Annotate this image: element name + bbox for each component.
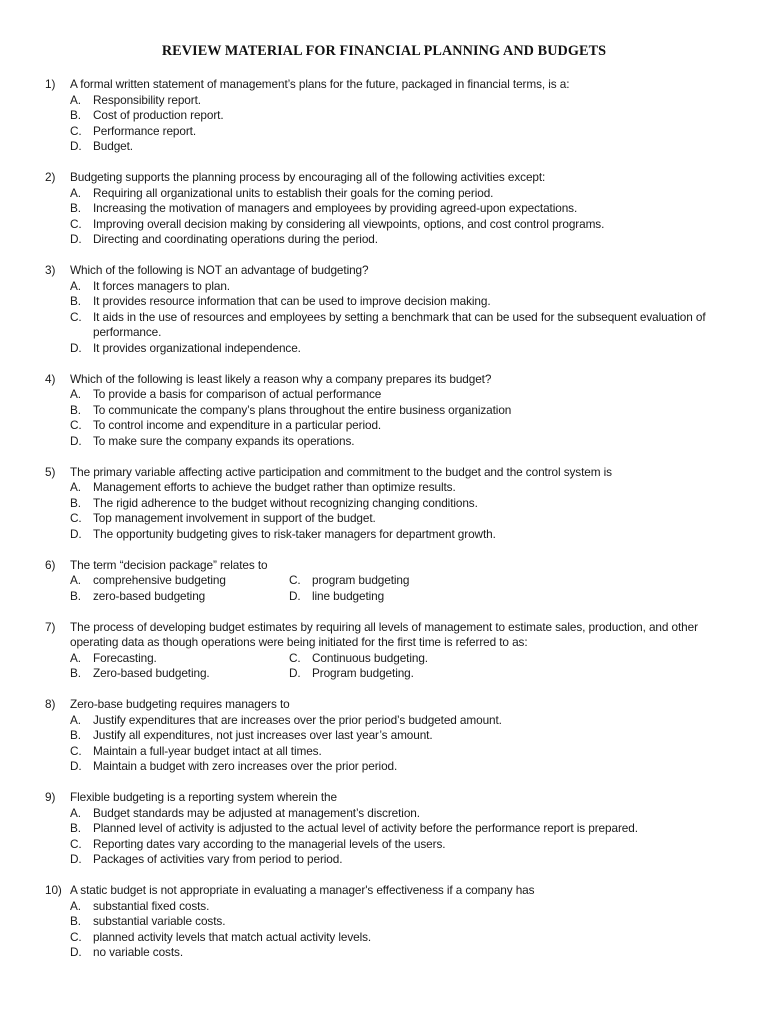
option-letter: B. (70, 821, 81, 835)
option-text: Improving overall decision making by considering all viewpoints, options, and cost control programs. (93, 216, 605, 231)
question-6 (45, 558, 735, 605)
option-text: Continuous budgeting. (312, 650, 428, 665)
question-stem: The term “decision package” relates to (70, 557, 268, 572)
option-c (45, 511, 735, 527)
option-letter: A. (70, 650, 81, 665)
option-d (45, 759, 735, 775)
option-c (45, 217, 735, 233)
option-letter: D. (70, 340, 82, 355)
option-letter: C. (70, 929, 82, 944)
question-1 (45, 77, 735, 155)
option-a (45, 93, 735, 109)
option-text: comprehensive budgeting (93, 573, 226, 587)
option-b (45, 666, 289, 682)
option-letter: D. (70, 232, 82, 246)
option-b (45, 728, 735, 744)
option-text: To provide a basis for comparison of actual performance (93, 387, 382, 401)
option-letter: B. (70, 108, 81, 122)
question-stem: Which of the following is NOT an advantage of budgeting? (70, 263, 369, 277)
option-letter: D. (289, 588, 301, 603)
option-letter: B. (70, 588, 81, 603)
option-letter: A. (70, 92, 81, 107)
option-b (45, 201, 735, 217)
option-text: Cost of production report. (93, 108, 224, 122)
option-c (45, 310, 735, 341)
question-number: 3) (45, 263, 56, 277)
question-number: 10) (45, 883, 62, 897)
option-d (45, 852, 735, 868)
question-7 (45, 620, 735, 682)
option-letter: A. (70, 805, 81, 820)
question-stem: Zero-base budgeting requires managers to (70, 697, 290, 711)
option-d (289, 589, 689, 605)
option-text: The rigid adherence to the budget without recognizing changing conditions. (93, 495, 478, 510)
option-text: It provides resource information that can be used to improve decision making. (93, 294, 491, 308)
option-b (45, 108, 735, 124)
page-title: REVIEW MATERIAL FOR FINANCIAL PLANNING AND BUDGETS (161, 43, 607, 59)
option-a (45, 387, 735, 403)
option-c (289, 573, 689, 589)
option-text: no variable costs. (93, 945, 184, 959)
option-text: The opportunity budgeting gives to risk-taker managers for department growth. (93, 526, 496, 541)
question-number: 9) (45, 790, 56, 804)
question-stem: Budgeting supports the planning process by encouraging all of the following activities except: (70, 170, 546, 184)
question-5 (45, 465, 735, 543)
option-letter: A. (70, 573, 81, 587)
option-text: Budget standards may be adjusted at management’s discretion. (93, 805, 420, 820)
option-letter: B. (70, 294, 81, 308)
question-number: 5) (45, 464, 56, 479)
option-text: Forecasting. (93, 650, 157, 665)
option-a (45, 279, 735, 295)
option-b (45, 589, 289, 605)
question-8 (45, 697, 735, 775)
question-number: 8) (45, 697, 56, 711)
option-letter: A. (70, 278, 81, 293)
option-letter: D. (70, 945, 82, 959)
option-text: program budgeting (312, 573, 410, 587)
option-letter: C. (70, 743, 82, 758)
option-letter: C. (289, 650, 301, 665)
option-text: Program budgeting. (312, 666, 414, 680)
option-letter: C. (70, 216, 82, 231)
question-stem: The primary variable affecting active participation and commitment to the budget and the control system is (70, 464, 612, 479)
option-d (45, 945, 735, 961)
option-letter: A. (70, 480, 81, 494)
option-letter: A. (70, 898, 81, 913)
question-stem: Flexible budgeting is a reporting system wherein the (70, 790, 337, 804)
question-list (45, 77, 735, 976)
option-text: Maintain a full-year budget intact at all times. (93, 743, 322, 758)
option-text: Management efforts to achieve the budget rather than optimize results. (93, 480, 456, 494)
option-text: Packages of activities vary from period to period. (93, 852, 343, 866)
option-letter: D. (70, 139, 82, 153)
option-a (45, 899, 735, 915)
option-d (289, 666, 689, 682)
option-letter: B. (70, 914, 81, 928)
option-text: Requiring all organizational units to establish their goals for the coming period. (93, 185, 494, 200)
option-letter: C. (70, 836, 82, 851)
question-number: 2) (45, 170, 56, 184)
question-4 (45, 372, 735, 450)
question-number: 4) (45, 371, 56, 386)
option-c (45, 837, 735, 853)
option-text: line budgeting (312, 588, 385, 603)
option-letter: D. (289, 666, 301, 680)
option-b (45, 403, 735, 419)
option-d (45, 341, 735, 357)
option-text: Top management involvement in support of the budget. (93, 511, 376, 525)
option-text: Increasing the motivation of managers and employees by providing agreed-upon expectations. (93, 201, 578, 215)
option-a (45, 651, 289, 667)
option-letter: B. (70, 666, 81, 680)
question-stem: The process of developing budget estimates by requiring all levels of management to estimate sales, production, and other operating data as though operations were being initiated for the first time is referred to as: (70, 619, 698, 649)
option-text: Budget. (93, 139, 133, 153)
option-d (45, 139, 735, 155)
options-grid (45, 573, 735, 604)
option-text: planned activity levels that match actual activity levels. (93, 929, 372, 944)
option-letter: B. (70, 201, 81, 215)
question-stem: A formal written statement of management’s plans for the future, packaged in financial terms, is a: (70, 77, 570, 91)
question-9 (45, 790, 735, 868)
option-b (45, 821, 735, 837)
option-text: Planned level of activity is adjusted to the actual level of activity before the performance report is prepared. (93, 821, 638, 835)
option-d (45, 527, 735, 543)
question-number: 1) (45, 77, 56, 91)
option-letter: A. (70, 185, 81, 200)
option-letter: B. (70, 728, 81, 742)
option-letter: D. (70, 526, 82, 541)
option-text: To make sure the company expands its operations. (93, 433, 355, 448)
option-text: substantial fixed costs. (93, 898, 210, 913)
option-letter: D. (70, 852, 82, 866)
option-text: Zero-based budgeting. (93, 666, 210, 680)
option-text: Justify expenditures that are increases over the prior period’s budgeted amount. (93, 712, 502, 727)
option-text: zero-based budgeting (93, 588, 206, 603)
option-letter: C. (70, 418, 82, 432)
option-text: Reporting dates vary according to the managerial levels of the users. (93, 836, 446, 851)
option-a (45, 186, 735, 202)
option-letter: C. (70, 309, 82, 324)
question-3 (45, 263, 735, 356)
option-text: It forces managers to plan. (93, 278, 230, 293)
option-a (45, 806, 735, 822)
option-d (45, 232, 735, 248)
option-a (45, 713, 735, 729)
option-a (45, 573, 289, 589)
option-letter: C. (70, 511, 82, 525)
option-text: Responsibility report. (93, 92, 201, 107)
option-b (45, 914, 735, 930)
option-c (45, 930, 735, 946)
question-2 (45, 170, 735, 248)
option-text: substantial variable costs. (93, 914, 226, 928)
option-a (45, 480, 735, 496)
option-letter: B. (70, 402, 81, 417)
question-stem: A static budget is not appropriate in evaluating a manager's effectiveness if a company has (70, 883, 535, 897)
option-c (289, 651, 689, 667)
question-number: 6) (45, 557, 56, 572)
option-letter: D. (70, 433, 82, 448)
option-letter: D. (70, 759, 82, 773)
option-text: Justify all expenditures, not just increases over last year’s amount. (93, 728, 433, 742)
option-c (45, 744, 735, 760)
option-b (45, 294, 735, 310)
option-letter: A. (70, 712, 81, 727)
option-c (45, 418, 735, 434)
question-10 (45, 883, 735, 961)
option-text: To control income and expenditure in a particular period. (93, 418, 382, 432)
option-text: Maintain a budget with zero increases over the prior period. (93, 759, 398, 773)
option-letter: C. (70, 123, 82, 138)
option-text: It aids in the use of resources and employees by setting a benchmark that can be used for the subsequent evaluation of performance. (93, 309, 706, 339)
option-letter: C. (289, 573, 301, 587)
option-text: Performance report. (93, 123, 197, 138)
option-letter: A. (70, 387, 81, 401)
question-number: 7) (45, 619, 56, 634)
option-b (45, 496, 735, 512)
question-stem: Which of the following is least likely a reason why a company prepares its budget? (70, 371, 492, 386)
option-text: Directing and coordinating operations during the period. (93, 232, 378, 246)
options-grid (45, 651, 735, 682)
option-c (45, 124, 735, 140)
option-d (45, 434, 735, 450)
option-letter: B. (70, 495, 81, 510)
option-text: It provides organizational independence. (93, 340, 301, 355)
option-text: To communicate the company’s plans throughout the entire business organization (93, 402, 512, 417)
